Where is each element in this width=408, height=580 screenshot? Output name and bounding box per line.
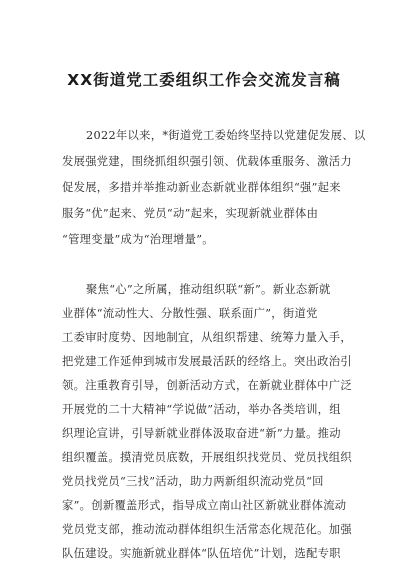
paragraph-2-line: 组织覆盖。摸清党员底数，开展组织找党员、党员找组织 (62, 451, 352, 464)
paragraph-1-line: 服务“优”起来、党员“动”起来，实现新就业群体由 (62, 207, 319, 220)
paragraph-2-line: 队伍建设。实施新就业群体“队伍培优”计划，选配专职 (62, 547, 341, 560)
paragraph-1-line: 2022年以来，*街道党工委始终坚持以党建促发展、以 (86, 129, 366, 142)
paragraph-2-line: 工委审时度势、因地制宜，从组织帮建、统筹力量入手， (62, 331, 352, 344)
paragraph-2-line: 家”。创新覆盖形式，指导成立南山社区新就业群体流动 (62, 499, 347, 512)
paragraph-2-line: 业群体“流动性大、分散性强、联系面广”，街道党 (62, 307, 318, 320)
paragraph-1-line: “管理变量”成为“治理增量”。 (62, 233, 214, 246)
paragraph-2-line: 党员找党员“三找”活动，助力两新组织流动党员“回 (62, 475, 324, 488)
paragraph-2-line: 开展党的二十大精神“学说做”活动，举办各类培训，组 (62, 403, 341, 416)
paragraph-2-line: 聚焦“心”之所属，推动组织联“新”。新业态新就 (86, 283, 331, 296)
document-title: XX街道党工委组织工作会交流发言稿 (67, 71, 341, 89)
paragraph-2-line: 领。注重教育引导，创新活动方式，在新就业群体中广泛 (62, 379, 352, 392)
paragraph-2-line: 党员党支部，推动流动群体组织生活常态化规范化。加强 (62, 523, 352, 536)
paragraph-1-line: 促发展，多措并举推动新业态新就业群体组织“强”起来 (62, 181, 341, 194)
paragraph-2-line: 把党建工作延伸到城市发展最活跃的经络上。突出政治引 (62, 355, 352, 368)
paragraph-2-line: 织理论宣讲，引导新就业群体汲取奋进“新”力量。推动 (62, 427, 341, 440)
paragraph-1-line: 发展强党建，围绕抓组织强引领、优载体重服务、激活力 (62, 155, 352, 168)
